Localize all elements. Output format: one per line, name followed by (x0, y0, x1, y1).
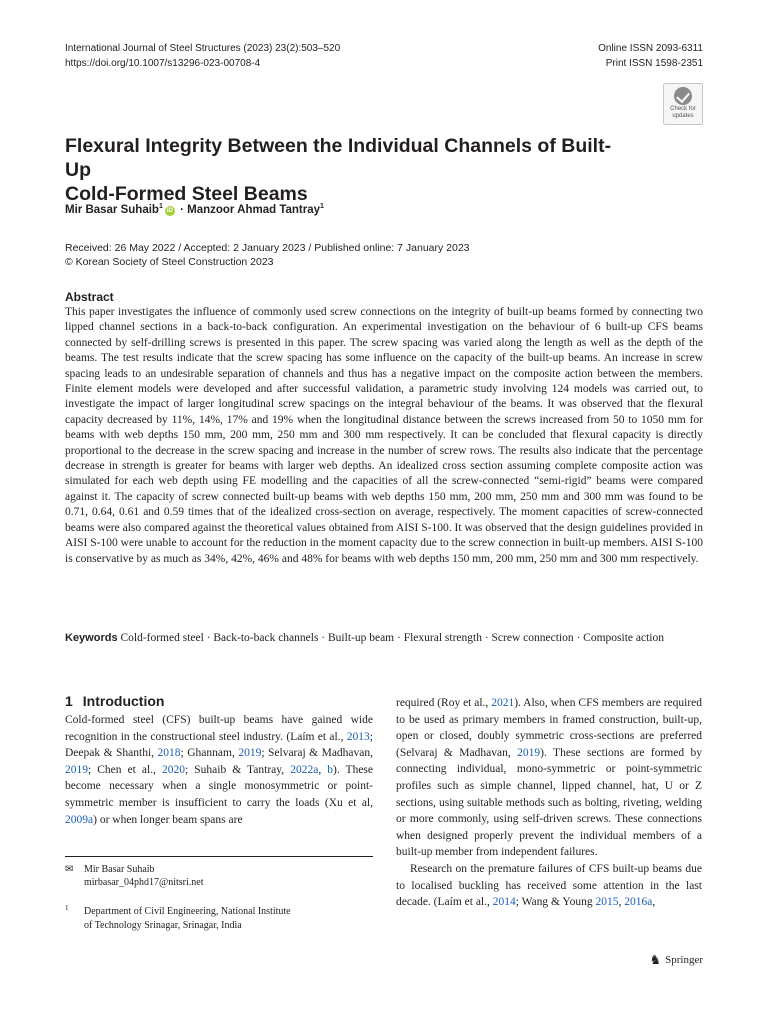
paragraph (396, 695, 702, 861)
publisher-logo (649, 952, 703, 968)
body-text: ). Also, when CFS members are required to be used as primary members in framed construction, built-up, open or closed, doubly symmetric cross-sections are preferred (Selvaraj & Madhavan, (396, 697, 703, 759)
body-text: ; Suhaib & Tantray, (185, 763, 291, 776)
abstract-body: This paper investigates the influence of commonly used screw connections on the integrity of built-up beams formed by connecting two lipped channel sections in a back-to-back configuration. An experimental investigation on the behaviour of 6 built-up CFS beams connected by self-drilling screws is presented in this paper. The screw spacing was varied along the length as well as the depth of the beams. The test results indicate that the screw spacing has some influence on the capacity of the built-up beams. An increase in screw spacing leads to an undesirable separation of channels and thus has a negative impact on the composite action between the members. Finite element models were developed and after successful validation, a parametric study involving 124 models was carried out, to investigate the impact of larger longitudinal screw spacings on the integral behaviour of the beams. It was observed that the flexural capacity decreased by 11%, 14%, 17% and 19% when the longitudinal distance between the screws increased from 50 to 1050 mm for beams with web depths 150 mm, 200 mm, 250 mm and 300 mm respectively. It can be concluded that flexural capacity is directly proportional to the decrease in the screw spacing and increase in the number of screw rows. The results also indicate that the percentage decrease in strength is greater for beams with larger web depths. An idealized cross section assuming complete composite action was simulated for each web depth using FE modelling and the capacities of all the screw-connected “semi-rigid” beams were compared against it. The capacity of screw connected built-up beams with web depths 150 mm, 200 mm, 250 mm and 300 mm was found to be 0.71, 0.64, 0.61 and 0.59 times that of the idealized cross-section on average, respectively. The moment capacities of screw-connected beams were also compared against the theoretical values obtained from AISI S-100. It was observed that the design guidelines provided in AISI S-100 were unable to account for the reduction in the moment capacity due to the screw connection in built-up members. AISI S-100 is conservative by as much as 34%, 42%, 46% and 48% for beams with web depths 150 mm, 200 mm, 250 mm and 300 mm respectively. (65, 306, 703, 565)
intro-column-right (396, 695, 702, 911)
copyright: © Korean Society of Steel Construction 2023 (65, 256, 274, 268)
citation-link[interactable]: 2021 (491, 697, 515, 709)
citation-link[interactable]: 2013 (346, 730, 370, 743)
citation-link[interactable]: 2020 (162, 763, 186, 776)
affiliation-number: 1 (65, 904, 69, 912)
citation-link[interactable]: b (327, 763, 333, 776)
check-updates-icon (674, 87, 692, 105)
intro-column-left (65, 712, 373, 828)
author-separator: · (180, 203, 184, 216)
author-affil-sup: 1 (158, 203, 163, 210)
check-for-updates-badge[interactable] (663, 83, 703, 125)
body-text: ) or when longer beam spans are (93, 813, 243, 826)
author-affil-sup: 1 (320, 203, 324, 210)
body-text: , (618, 896, 625, 909)
citation-link[interactable]: 2018 (157, 747, 181, 760)
journal-info (65, 41, 340, 71)
paper-title (65, 134, 625, 206)
history-dates: Received: 26 May 2022 / Accepted: 2 January 2023 / Published online: 7 January 2023 (65, 242, 470, 254)
authors (65, 203, 324, 216)
body-text: Research on the premature failures of CFS built-up beams due to localised buckling has received some attention in the last decade. (Laím et al., (396, 862, 702, 909)
print-issn: Print ISSN 1598-2351 (605, 58, 703, 69)
doi-link[interactable]: https://doi.org/10.1007/s13296-023-00708-4 (65, 58, 261, 69)
affiliation (65, 902, 291, 932)
publication-dates (65, 241, 470, 269)
corresponding-author (65, 863, 203, 889)
springer-horse-icon: ♞ (649, 952, 662, 967)
title-line-1: Flexural Integrity Between the Individual Channels of Built-Up (65, 135, 612, 181)
citation-link[interactable]: 2016a (624, 896, 653, 909)
author-name[interactable]: Manzoor Ahmad Tantray (187, 203, 321, 216)
citation-link[interactable]: 2014 (492, 896, 516, 909)
corresponding-email[interactable]: mirbasar_04phd17@nitsri.net (84, 877, 204, 888)
citation-link[interactable]: 2019 (238, 747, 262, 760)
body-text: ; Wang & Young (515, 896, 596, 909)
body-text: ; Chen et al., (88, 763, 163, 776)
citation-link[interactable]: 2022a (290, 763, 319, 776)
citation-link[interactable]: 2019 (517, 746, 541, 759)
body-text: ; Deepak & Shanthi, (65, 730, 373, 760)
publisher-name: Springer (665, 954, 703, 966)
citation-link[interactable]: 2019 (65, 763, 88, 776)
section-number: 1 (65, 693, 73, 709)
check-badge-line1: Check for (670, 106, 696, 112)
body-text: ). These sections are formed by connecting individual, mono-symmetric or point-symmetric profiles such as simple channel, lipped channel, hat, U or Z sections, using suitable methods such as bolting, riveting, welding or more commonly, using self-driven screws. These connections when designed properly prevent the individual members of a built-up member from independent failures. (396, 746, 702, 859)
body-text: ). These become necessary when a single monosymmetric or point-symmetric member is insufficient to carry the loads (Xu et al, (65, 763, 374, 809)
affiliation-line-1: Department of Civil Engineering, National Institute (84, 906, 291, 917)
issn-info (598, 41, 703, 71)
body-text: , (318, 763, 328, 776)
corresponding-name: Mir Basar Suhaib (84, 864, 155, 875)
affiliation-line-2: of Technology Srinagar, Srinagar, India (84, 919, 242, 931)
body-text: Cold-formed steel (CFS) built-up beams have gained wide recognition in the constructional steel industry. (Laím et al., (65, 714, 373, 743)
author-name[interactable]: Mir Basar Suhaib (65, 203, 159, 216)
section-title: Introduction (82, 693, 165, 709)
keywords-label: Keywords (65, 632, 118, 644)
title-line-2: Cold-Formed Steel Beams (65, 183, 308, 205)
body-text: required (Roy et al., (396, 697, 492, 709)
section-heading (65, 693, 164, 709)
body-text: , (652, 896, 656, 909)
abstract-heading: Abstract (65, 290, 114, 304)
orcid-icon[interactable]: iD (166, 207, 173, 214)
check-badge-line2: updates (672, 113, 694, 119)
paragraph (396, 861, 702, 911)
keywords-list: Cold-formed steel · Back-to-back channels · Built-up beam · Flexural strength · Screw connection · Composite action (120, 632, 664, 644)
citation-link[interactable]: 2015 (595, 896, 619, 909)
body-text: ; Ghannam, (180, 747, 239, 760)
online-issn: Online ISSN 2093-6311 (598, 43, 703, 54)
envelope-icon: ✉ (65, 864, 74, 875)
footnote-divider (65, 856, 373, 857)
citation-link[interactable]: 2009a (65, 813, 94, 826)
journal-citation: International Journal of Steel Structures (2023) 23(2):503–520 (65, 43, 341, 54)
keywords (65, 630, 703, 646)
body-text: ; Selvaraj & Madhavan, (261, 747, 374, 760)
